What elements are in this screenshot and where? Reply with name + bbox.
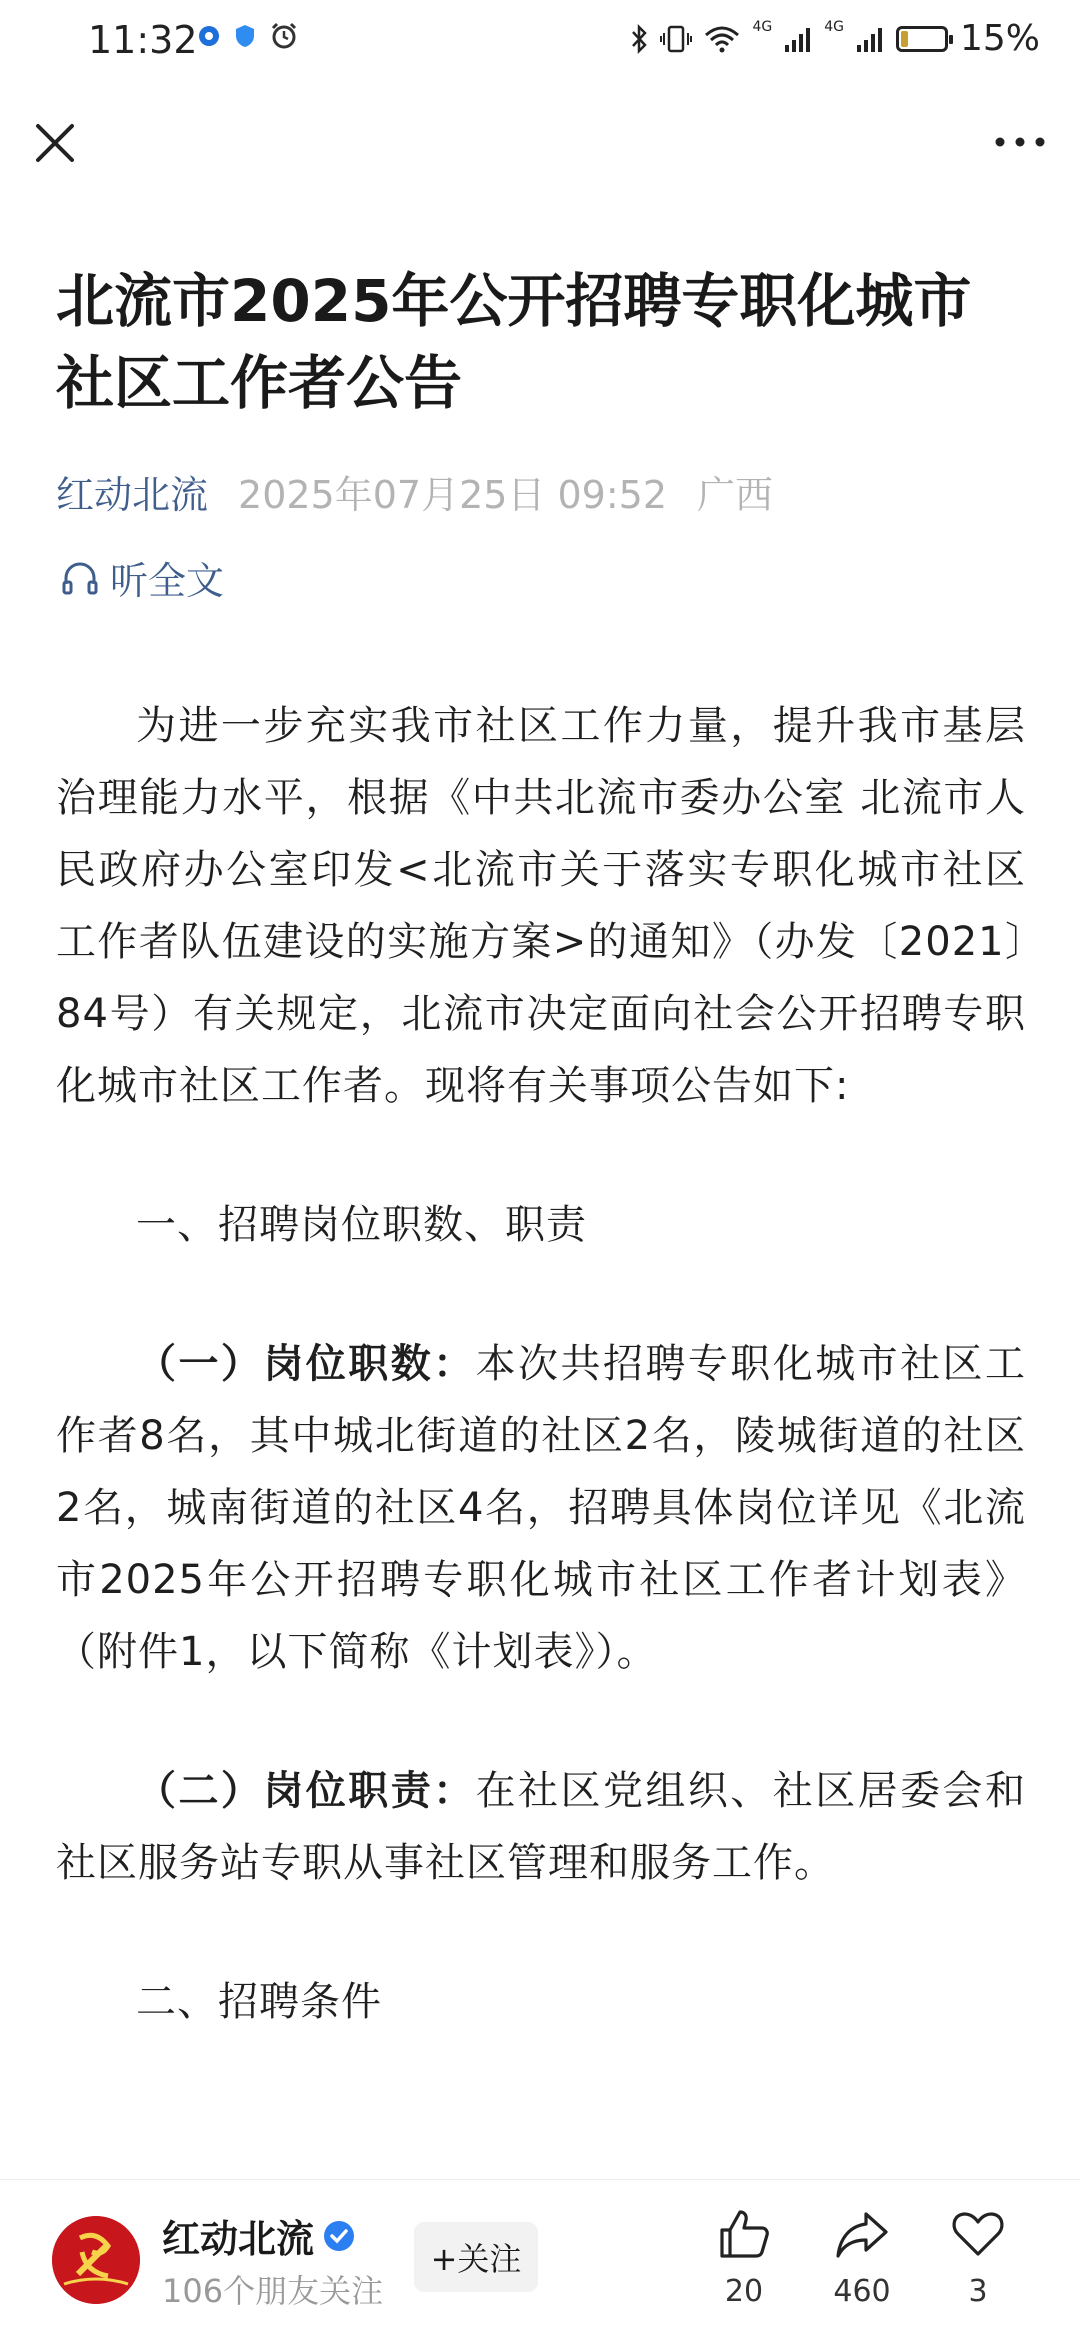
favorite-button[interactable] [928, 2206, 1028, 2309]
signal-icon [784, 25, 812, 53]
account-name[interactable] [162, 2208, 356, 2263]
battery-percent: 15% [959, 18, 1040, 59]
listen-label: 听全文 [110, 559, 225, 603]
share-arrow-icon [834, 2206, 890, 2262]
like-button[interactable] [694, 2206, 794, 2309]
favorite-count: 3 [968, 2274, 988, 2309]
article-paragraph: 为进一步充实我市社区工作力量，提升我市基层治理能力水平，根据《中共北流市委办公室 北流市人民政府办公室印发<北流市关于落实专职化城市社区工作者队伍建设的实施方案>的通知》（办发〔2021〕84号）有关规定，北流市决定面向社会公开招聘专职化城市社区工作者。现将有关事项公告如下: [56, 703, 1026, 1109]
paragraph-bold-lead: （二）岗位职责： [136, 1768, 476, 1814]
listen-full-text-button[interactable] [60, 550, 224, 605]
follow-button[interactable]: +关注 [414, 2222, 538, 2292]
app-notification-icon [198, 25, 220, 47]
section-heading: 二、招聘条件 [136, 1979, 382, 2025]
article-source-link[interactable]: 红动北流 [56, 473, 209, 517]
shield-icon [234, 24, 256, 48]
thumbs-up-icon [716, 2206, 772, 2262]
bluetooth-icon [630, 24, 648, 54]
bottom-action-bar [0, 2179, 1080, 2340]
article-title: 北流市2025年公开招聘专职化城市社区工作者公告 [56, 267, 972, 417]
paragraph-text: 本次共招聘专职化城市社区工作者8名，其中城北街道的社区2名，陵城街道的社区2名，城南街道的社区4名，招聘具体岗位详见《北流市2025年公开招聘专职化城市社区工作者计划表》（附件1，以下简称《计划表》）。 [56, 1341, 1027, 1675]
article-meta [56, 470, 773, 520]
heart-icon [950, 2206, 1006, 2262]
signal-icon [856, 25, 884, 53]
network-type-label: 4G [824, 18, 844, 35]
account-name-text: 红动北流 [162, 2217, 315, 2261]
more-dots-icon[interactable] [990, 122, 1050, 162]
close-icon[interactable] [30, 118, 80, 168]
status-bar [0, 0, 1080, 84]
status-right-icons [630, 18, 1040, 59]
battery-level-fill [901, 31, 908, 47]
vibrate-icon [660, 24, 692, 54]
article-body [56, 690, 1026, 2105]
like-count: 20 [724, 2274, 764, 2309]
avatar[interactable] [52, 2216, 140, 2304]
section-heading: 一、招聘岗位职数、职责 [136, 1202, 587, 1248]
followers-count: 106个朋友关注 [162, 2272, 384, 2310]
article-region: 广西 [697, 473, 774, 517]
paragraph-text: 在社区党组织、社区居委会和社区服务站专职从事社区管理和服务工作。 [56, 1768, 1027, 1886]
paragraph-bold-lead: （一）岗位职数： [136, 1341, 476, 1387]
wifi-icon [704, 25, 740, 53]
headphones-icon [60, 558, 100, 598]
share-button[interactable] [812, 2206, 912, 2309]
verified-badge-icon [322, 2219, 356, 2253]
battery-icon [896, 26, 948, 52]
status-notification-icons [198, 22, 298, 50]
status-time: 11:32 [88, 18, 198, 62]
article-paragraph [56, 1755, 1026, 1899]
article-date: 2025年07月25日 09:52 [238, 473, 668, 517]
alarm-icon [270, 22, 298, 50]
share-count: 460 [833, 2274, 891, 2309]
party-emblem-icon [52, 2216, 140, 2304]
network-type-label: 4G [752, 18, 773, 35]
article-paragraph [56, 1328, 1026, 1688]
